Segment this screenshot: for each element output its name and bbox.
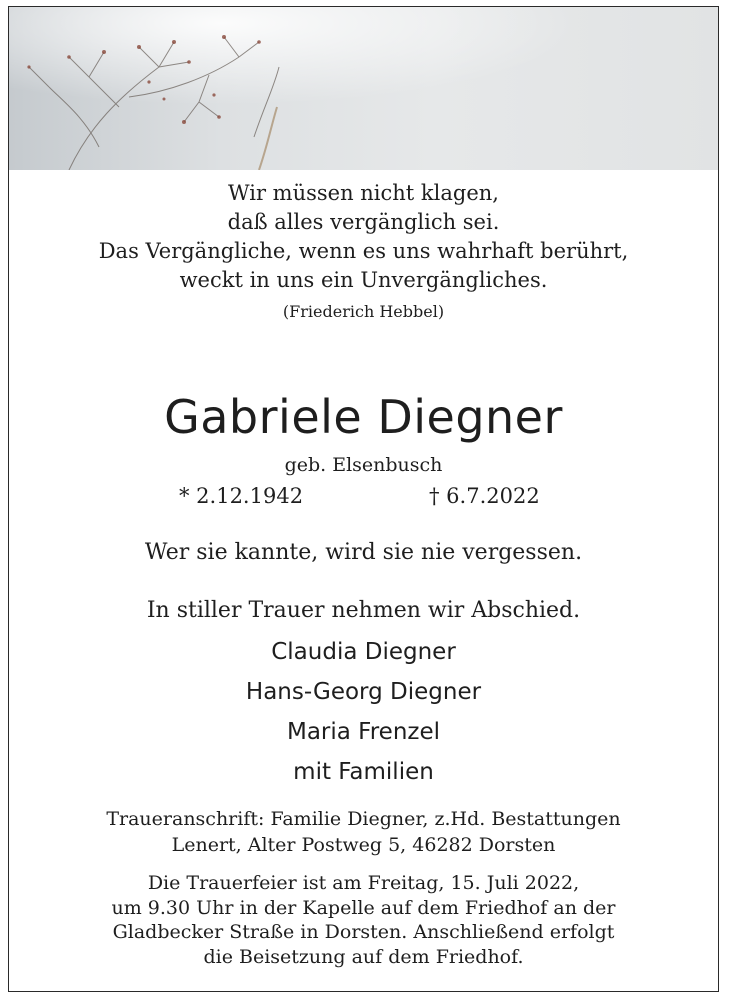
obituary-notice: [8, 6, 719, 992]
address-line: Lenert, Alter Postweg 5, 46282 Dorsten: [171, 834, 556, 856]
dried-flower-stems-photo: [9, 7, 719, 170]
mourner-name: Hans-Georg Diegner: [245, 679, 482, 705]
motto: Wer sie kannte, wird sie nie vergessen.: [144, 540, 583, 565]
deceased-name: Gabriele Diegner: [164, 390, 563, 444]
mourner-name: mit Familien: [293, 759, 434, 785]
header-photo: [9, 7, 718, 170]
mourning-address: [9, 806, 718, 858]
mourner-name: Claudia Diegner: [271, 639, 456, 665]
funeral-info: [9, 871, 718, 969]
death-date: † 6.7.2022: [429, 484, 540, 508]
poem: [9, 179, 718, 325]
address-line: Traueranschrift: Familie Diegner, z.Hd. Bestattungen: [106, 808, 621, 830]
funeral-line: um 9.30 Uhr in der Kapelle auf dem Friedhof an der: [111, 896, 616, 919]
maiden-name: geb. Elsenbusch: [284, 454, 443, 476]
mourner-name: Maria Frenzel: [286, 719, 441, 745]
poem-author: (Friederich Hebbel): [282, 302, 445, 321]
farewell-line: In stiller Trauer nehmen wir Abschied.: [146, 598, 581, 623]
funeral-line: die Beisetzung auf dem Friedhof.: [203, 945, 524, 968]
funeral-line: Gladbecker Straße in Dorsten. Anschließend erfolgt: [112, 921, 615, 943]
poem-line: daß alles vergänglich sei.: [227, 210, 500, 234]
funeral-line: Die Trauerfeier ist am Freitag, 15. Juli 2022,: [147, 872, 580, 894]
poem-line: weckt in uns ein Unvergängliches.: [179, 268, 548, 292]
poem-line: Das Vergängliche, wenn es uns wahrhaft berührt,: [98, 239, 629, 263]
birth-date: * 2.12.1942: [179, 484, 304, 508]
mourners-list: [9, 632, 718, 792]
poem-line: Wir müssen nicht klagen,: [228, 181, 499, 205]
